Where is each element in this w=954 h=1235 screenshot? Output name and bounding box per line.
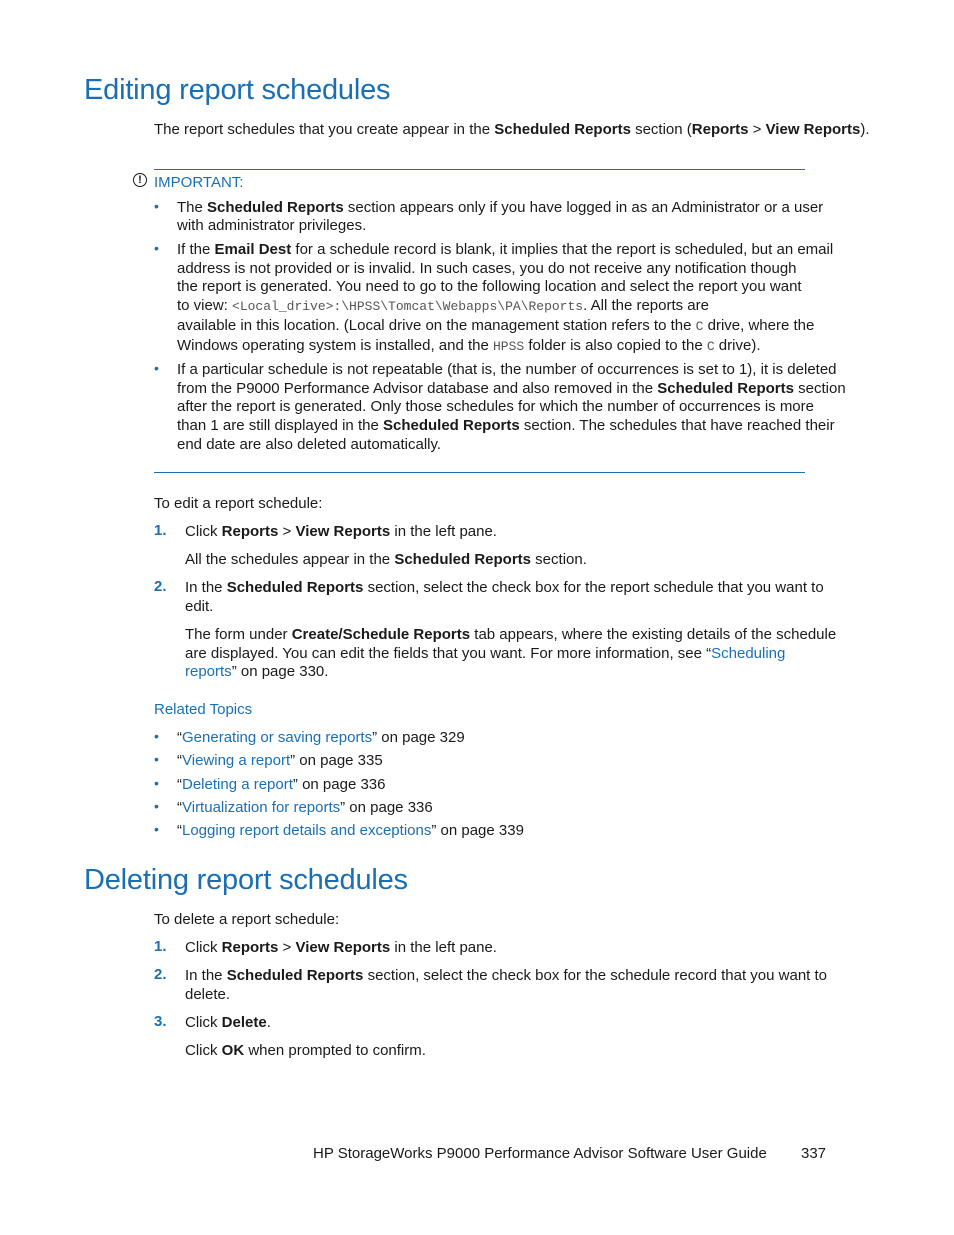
text: section ( [630, 121, 692, 138]
bold-term: View Reports [295, 523, 391, 540]
text: In the [185, 579, 227, 596]
edit-step-2-note-line-2 [185, 644, 785, 663]
page-title-deleting: Deleting report schedules [84, 864, 408, 896]
exclamation-circle-icon: ! [133, 173, 147, 187]
related-topic-item [177, 728, 465, 747]
important-bullet-3-line-5: end date are also deleted automatically. [177, 436, 442, 453]
edit-step-2-line-1 [185, 578, 824, 597]
important-bullet-2-line-5 [177, 316, 814, 336]
important-bullet-3-line-2 [177, 379, 846, 398]
important-bullet-2-line-3: the report is generated. You need to go to the following location and select the report you want [177, 278, 802, 295]
related-topic-link[interactable]: Virtualization for reports [182, 799, 341, 816]
text: in the left pane. [390, 523, 497, 540]
bold-term: Reports [221, 939, 279, 956]
text: ” on page 336 [292, 776, 386, 793]
bold-term: OK [221, 1042, 245, 1059]
text: ” on page 335 [290, 752, 383, 769]
text: ” on page 329 [372, 729, 465, 746]
related-topic-link[interactable]: Logging report details and exceptions [182, 822, 432, 839]
text: “ [177, 752, 182, 769]
text: are displayed. You can edit the fields that you want. For more information, see “ [185, 645, 712, 662]
delete-step-3 [185, 1013, 271, 1032]
bold-term: Reports [221, 523, 279, 540]
footer-guide-title: HP StorageWorks P9000 Performance Advisor Software User Guide [313, 1145, 767, 1162]
bullet-dot-icon: • [154, 821, 159, 837]
bold-term: Scheduled Reports [382, 417, 520, 434]
related-topic-link[interactable]: Generating or saving reports [182, 729, 373, 746]
step-number: 1. [154, 938, 167, 955]
important-bullet-2-line-4 [177, 296, 709, 316]
page-number: 337 [801, 1145, 827, 1162]
scheduling-reports-link[interactable]: Scheduling [711, 645, 786, 662]
drive-code: C [706, 339, 715, 354]
text: section [793, 380, 846, 397]
bullet-dot-icon: • [154, 198, 159, 214]
bullet-dot-icon: • [154, 240, 159, 256]
bold-term: Scheduled Reports [226, 579, 364, 596]
important-bullet-3-line-1: If a particular schedule is not repeatable (that is, the number of occurrences is set to 1), it is deleted [177, 361, 837, 378]
text: in the left pane. [390, 939, 497, 956]
delete-step-2-line-1 [185, 966, 827, 985]
important-bullet-1-line-2: with administrator privileges. [177, 217, 367, 234]
text: to view: [177, 297, 233, 314]
bold-term: Create/Schedule Reports [291, 626, 471, 643]
bullet-dot-icon: • [154, 751, 159, 767]
text: If the [177, 241, 215, 258]
text: for a schedule record is blank, it implies that the report is scheduled, but an email [291, 241, 834, 258]
related-topic-item [177, 775, 385, 794]
bold-term: View Reports [295, 939, 391, 956]
text: available in this location. (Local drive on the management station refers to the [177, 317, 696, 334]
bullet-dot-icon: • [154, 798, 159, 814]
delete-step-1 [185, 938, 497, 957]
text: All the schedules appear in the [185, 551, 395, 568]
important-bullet-2-line-6 [177, 336, 760, 356]
text: drive, where the [703, 317, 815, 334]
scheduling-reports-link[interactable]: reports [185, 663, 232, 680]
text: The form under [185, 626, 292, 643]
delete-procedure-intro: To delete a report schedule: [154, 911, 340, 928]
text: In the [185, 967, 227, 984]
edit-procedure-intro: To edit a report schedule: [154, 495, 323, 512]
bold-term: Scheduled Reports [657, 380, 794, 397]
edit-step-1-note [185, 550, 587, 569]
text: section appears only if you have logged in as an Administrator or a user [343, 199, 824, 216]
bold-term: Reports [691, 121, 749, 138]
text: > [278, 523, 296, 540]
edit-step-1 [185, 522, 497, 541]
bold-term: Scheduled Reports [207, 199, 344, 216]
step-number: 2. [154, 966, 167, 983]
drive-code: C [695, 319, 704, 334]
text: “ [177, 729, 182, 746]
related-topic-item [177, 798, 433, 817]
edit-step-2-note-line-1 [185, 625, 836, 644]
related-topic-link[interactable]: Viewing a report [182, 752, 291, 769]
text: The report schedules that you create appear in the [154, 121, 495, 138]
text: ” on page 339 [431, 822, 524, 839]
related-topic-link[interactable]: Deleting a report [182, 776, 293, 793]
text: Click [185, 939, 222, 956]
text: Windows operating system is installed, and the [177, 337, 493, 354]
related-topics-heading: Related Topics [154, 701, 253, 718]
text: folder is also copied to the [524, 337, 707, 354]
important-bullet-1-line-1 [177, 198, 823, 217]
text: section, select the check box for the schedule record that you want to [363, 967, 827, 984]
important-label: IMPORTANT: [154, 174, 244, 191]
text: ” on page 330. [231, 663, 329, 680]
text: ” on page 336 [340, 799, 433, 816]
bullet-dot-icon: • [154, 360, 159, 376]
page-title-editing: Editing report schedules [84, 74, 391, 106]
important-bullet-3-line-4 [177, 416, 835, 435]
step-number: 3. [154, 1013, 167, 1030]
important-bullet-2-line-1 [177, 240, 833, 259]
important-bottom-rule [154, 472, 805, 473]
related-topic-item [177, 751, 383, 770]
step-number: 2. [154, 578, 167, 595]
text: Click [185, 1014, 222, 1031]
text: section. The schedules that have reached their [519, 417, 835, 434]
bold-term: Email Dest [214, 241, 292, 258]
bullet-dot-icon: • [154, 775, 159, 791]
text: “ [177, 799, 182, 816]
bullet-dot-icon: • [154, 728, 159, 744]
bold-term: Scheduled Reports [494, 121, 631, 138]
important-bullet-3-line-3: after the report is generated. Only those schedules for which the number of occurrences is more [177, 398, 814, 415]
text: Click [185, 523, 222, 540]
editing-intro [154, 120, 870, 139]
text: from the P9000 Performance Advisor database and also removed in the [177, 380, 658, 397]
edit-step-2-line-2: edit. [185, 598, 214, 615]
text: than 1 are still displayed in the [177, 417, 383, 434]
bold-term: View Reports [765, 121, 861, 138]
text: tab appears, where the existing details of the schedule [470, 626, 837, 643]
step-number: 1. [154, 522, 167, 539]
path-code: <Local_drive>:\HPSS\Tomcat\Webapps\PA\Reports [232, 299, 584, 314]
text: section. [531, 551, 587, 568]
folder-code: HPSS [493, 339, 525, 354]
text: Click [185, 1042, 222, 1059]
bold-term: Delete [221, 1014, 267, 1031]
delete-step-2-line-2: delete. [185, 986, 231, 1003]
text: The [177, 199, 208, 216]
bold-term: Scheduled Reports [394, 551, 532, 568]
delete-step-3-note [185, 1041, 426, 1060]
important-top-rule [154, 169, 805, 170]
text: . All the reports are [583, 297, 709, 314]
text: . [266, 1014, 271, 1031]
text: ). [860, 121, 870, 138]
text: > [278, 939, 296, 956]
text: when prompted to confirm. [244, 1042, 426, 1059]
text: “ [177, 822, 182, 839]
text: “ [177, 776, 182, 793]
text: drive). [714, 337, 761, 354]
text: section, select the check box for the report schedule that you want to [363, 579, 824, 596]
edit-step-2-note-line-3 [185, 662, 328, 681]
related-topic-item [177, 821, 524, 840]
text: > [748, 121, 766, 138]
bold-term: Scheduled Reports [226, 967, 364, 984]
important-bullet-2-line-2: address is not provided or is invalid. In such cases, you do not receive any notification though [177, 260, 797, 277]
